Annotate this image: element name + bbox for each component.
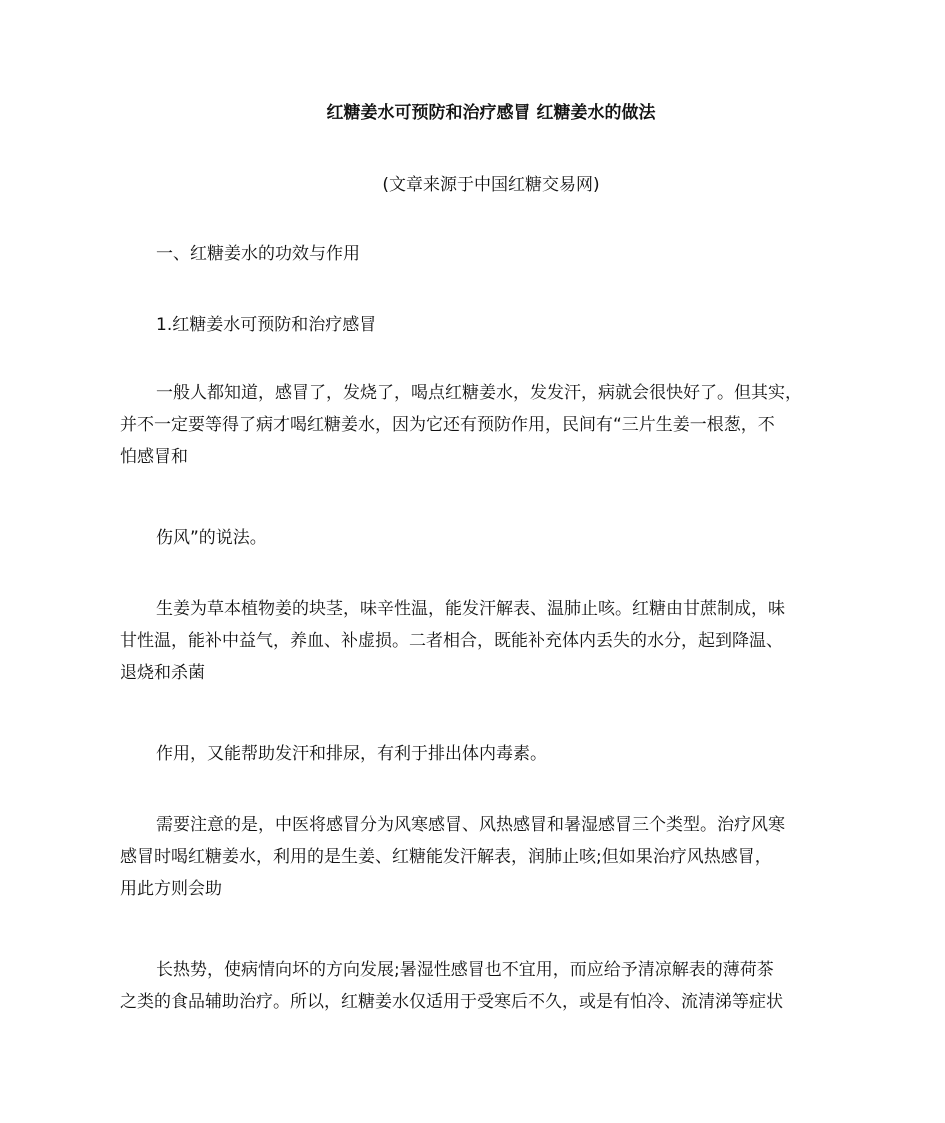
paragraph-4: 作用，又能帮助发汗和排尿，有利于排出体内毒素。 <box>156 744 547 764</box>
paragraph-3-line-1: 生姜为草本植物姜的块茎，味辛性温，能发汗解表、温肺止咳。红糖由甘蔗制成，味 <box>156 599 785 619</box>
paragraph-6-line-2: 之类的食品辅助治疗。所以，红糖姜水仅适用于受寒后不久，或是有怕冷、流清涕等症状 <box>120 992 783 1012</box>
paragraph-2: 伤风”的说法。 <box>156 528 267 548</box>
subsection-heading: 1.红糖姜水可预防和治疗感冒 <box>156 315 377 335</box>
paragraph-6-line-1: 长热势，使病情向坏的方向发展;暑湿性感冒也不宜用，而应给予清凉解表的薄荷茶 <box>156 960 774 980</box>
paragraph-1 <box>120 377 835 473</box>
paragraph-3-line-3: 退烧和杀菌 <box>120 663 205 683</box>
paragraph-5-line-3: 用此方则会助 <box>120 879 222 899</box>
paragraph-1-line-2: 并不一定要等得了病才喝红糖姜水，因为它还有预防作用，民间有“三片生姜一根葱，不 <box>120 415 775 435</box>
paragraph-5-line-1: 需要注意的是，中医将感冒分为风寒感冒、风热感冒和暑湿感冒三个类型。治疗风寒 <box>156 815 785 835</box>
paragraph-3 <box>120 593 835 689</box>
paragraph-5 <box>120 809 835 905</box>
document-title: 红糖姜水可预防和治疗感冒 红糖姜水的做法 <box>326 103 656 123</box>
paragraph-1-line-3: 怕感冒和 <box>120 447 188 467</box>
paragraph-1-line-1: 一般人都知道，感冒了，发烧了，喝点红糖姜水，发发汗，病就会很快好了。但其实， <box>156 383 802 403</box>
paragraph-6 <box>120 954 835 1018</box>
article-source: (文章来源于中国红糖交易网) <box>382 175 600 195</box>
paragraph-5-line-2: 感冒时喝红糖姜水，利用的是生姜、红糖能发汗解表，润肺止咳;但如果治疗风热感冒， <box>120 847 772 867</box>
section-heading: 一、红糖姜水的功效与作用 <box>156 244 360 264</box>
paragraph-3-line-2: 甘性温，能补中益气，养血、补虚损。二者相合，既能补充体内丢失的水分，起到降温、 <box>120 631 783 651</box>
